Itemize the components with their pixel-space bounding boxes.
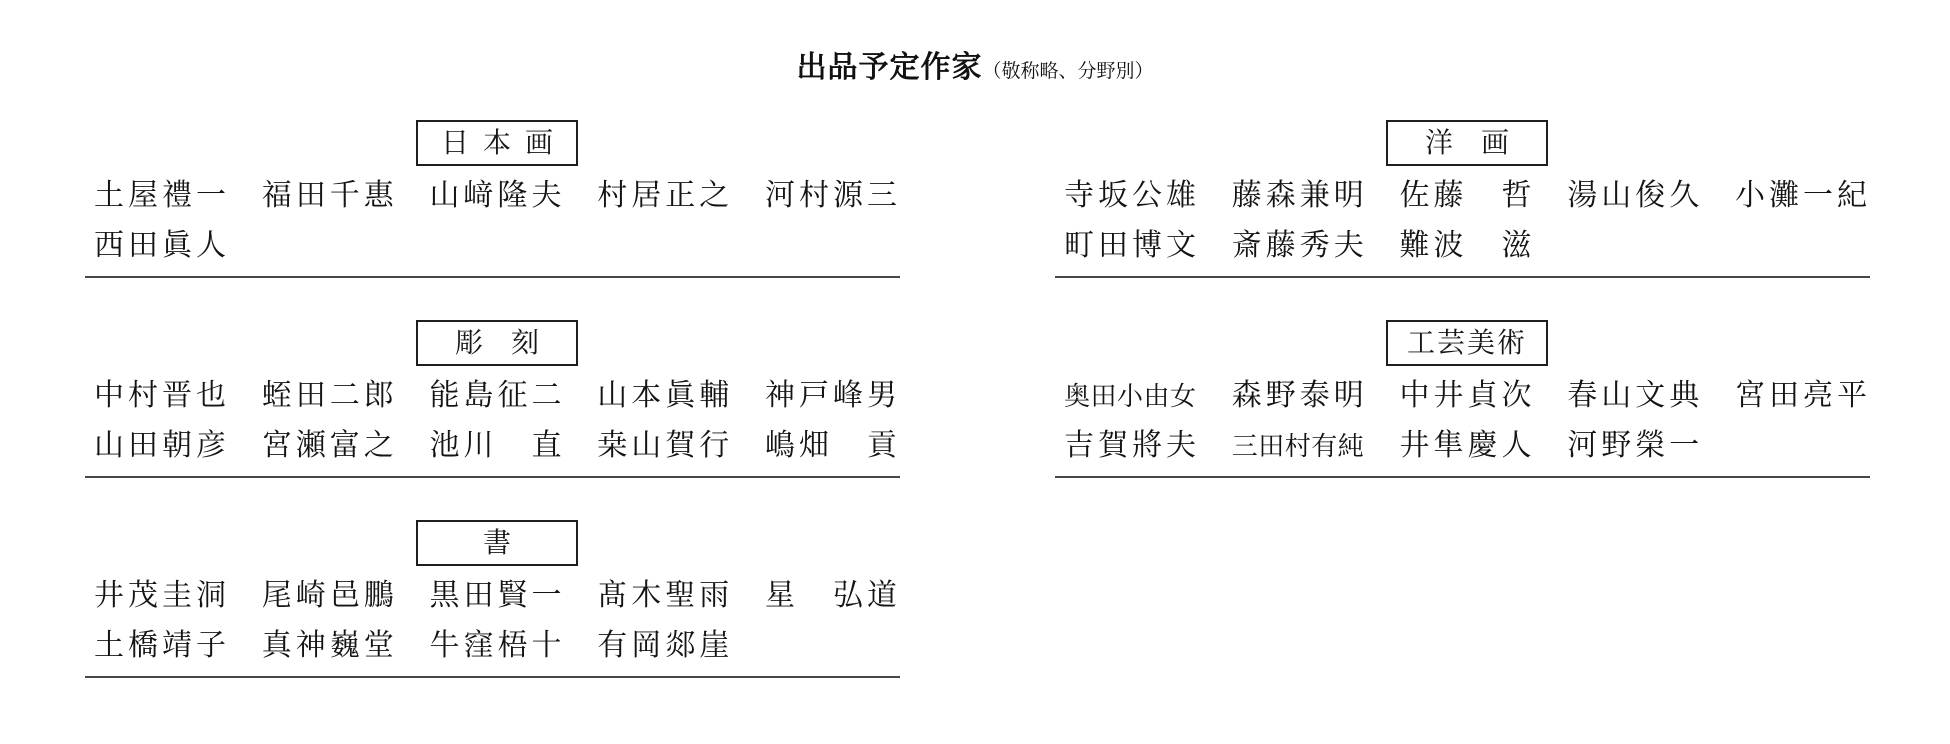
artist-name: 村居正之 — [597, 179, 730, 212]
artist-name: 土屋禮一 — [94, 179, 226, 212]
artist-name: 蛭田二郎 — [261, 379, 394, 412]
artist-name: 佐藤 哲 — [1399, 179, 1532, 212]
artist-name: 小灘一紀 — [1735, 179, 1867, 212]
artist-name: 福田千惠 — [261, 179, 394, 212]
artist-name: 山田朝彦 — [94, 429, 226, 462]
section-header-box-sho — [416, 520, 578, 566]
section-label: 彫 刻 — [454, 327, 539, 358]
artist-name: 奥田小由女 — [1064, 381, 1196, 411]
section-divider — [1055, 276, 1870, 278]
artist-name: 井茂圭洞 — [94, 579, 226, 612]
artist-name: 池川 直 — [429, 429, 562, 462]
section-header-box-nihonga — [416, 120, 578, 166]
section-divider — [85, 276, 900, 278]
artist-name: 山﨑隆夫 — [429, 179, 562, 212]
page-title: 出品予定作家 — [796, 51, 983, 84]
section-header-box-yoga — [1386, 120, 1548, 166]
artist-name: 町田博文 — [1064, 229, 1196, 262]
section-divider — [85, 676, 900, 678]
artist-row — [94, 228, 262, 264]
section-divider — [1055, 476, 1870, 478]
artist-name: 森野泰明 — [1231, 379, 1364, 412]
artist-name: 星 弘道 — [765, 579, 897, 612]
artist-row — [94, 178, 933, 214]
page-title-row — [0, 48, 1950, 93]
artist-name: 土橋靖子 — [94, 629, 226, 662]
artist-name: 中村晋也 — [94, 379, 226, 412]
artist-row — [1064, 378, 1903, 414]
section-label: 洋 画 — [1424, 127, 1509, 158]
artist-name: 牛窪梧十 — [429, 629, 562, 662]
artist-name: 斎藤秀夫 — [1231, 229, 1364, 262]
section-label: 日本画 — [440, 127, 567, 158]
artist-name: 黒田賢一 — [429, 579, 562, 612]
section-label: 書 — [482, 527, 511, 558]
section-header-box-kogei-bijutsu — [1386, 320, 1548, 366]
artist-row — [1064, 428, 1735, 464]
artist-row — [1064, 178, 1903, 214]
artist-row — [94, 578, 933, 614]
artist-name: 湯山俊久 — [1567, 179, 1700, 212]
artist-name: 宮瀬富之 — [261, 429, 394, 462]
artist-row — [94, 378, 933, 414]
artist-name: 藤森兼明 — [1231, 179, 1364, 212]
artist-name: 吉賀將夫 — [1064, 429, 1196, 462]
artist-row — [1064, 228, 1567, 264]
artist-name: 山本眞輔 — [597, 379, 730, 412]
artist-name: 神戸峰男 — [765, 379, 897, 412]
artist-name: 河野榮一 — [1567, 429, 1700, 462]
artist-name: 春山文典 — [1567, 379, 1700, 412]
page-title-note: （敬称略、分野別） — [982, 61, 1154, 82]
artist-row — [94, 428, 933, 464]
artist-name: 髙木聖雨 — [597, 579, 730, 612]
artist-row — [94, 628, 765, 664]
artist-name: 難波 滋 — [1399, 229, 1532, 262]
artist-name: 中井貞次 — [1399, 379, 1532, 412]
artist-name: 宮田亮平 — [1735, 379, 1867, 412]
artist-name: 井隼慶人 — [1399, 429, 1532, 462]
section-header-box-chokoku — [416, 320, 578, 366]
artist-name: 西田眞人 — [94, 229, 226, 262]
artist-name: 有岡郯崖 — [597, 629, 730, 662]
artist-name: 寺坂公雄 — [1064, 179, 1196, 212]
artist-name: 河村源三 — [765, 179, 897, 212]
artist-name: 尾崎邑鵬 — [261, 579, 394, 612]
artist-name: 能島征二 — [429, 379, 562, 412]
artist-name: 真神巍堂 — [261, 629, 394, 662]
section-label: 工芸美術 — [1406, 327, 1527, 358]
artist-name: 桒山賀行 — [597, 429, 730, 462]
artist-name: 嶋畑 貢 — [765, 429, 897, 462]
artist-name: 三田村有純 — [1231, 431, 1364, 461]
section-divider — [85, 476, 900, 478]
